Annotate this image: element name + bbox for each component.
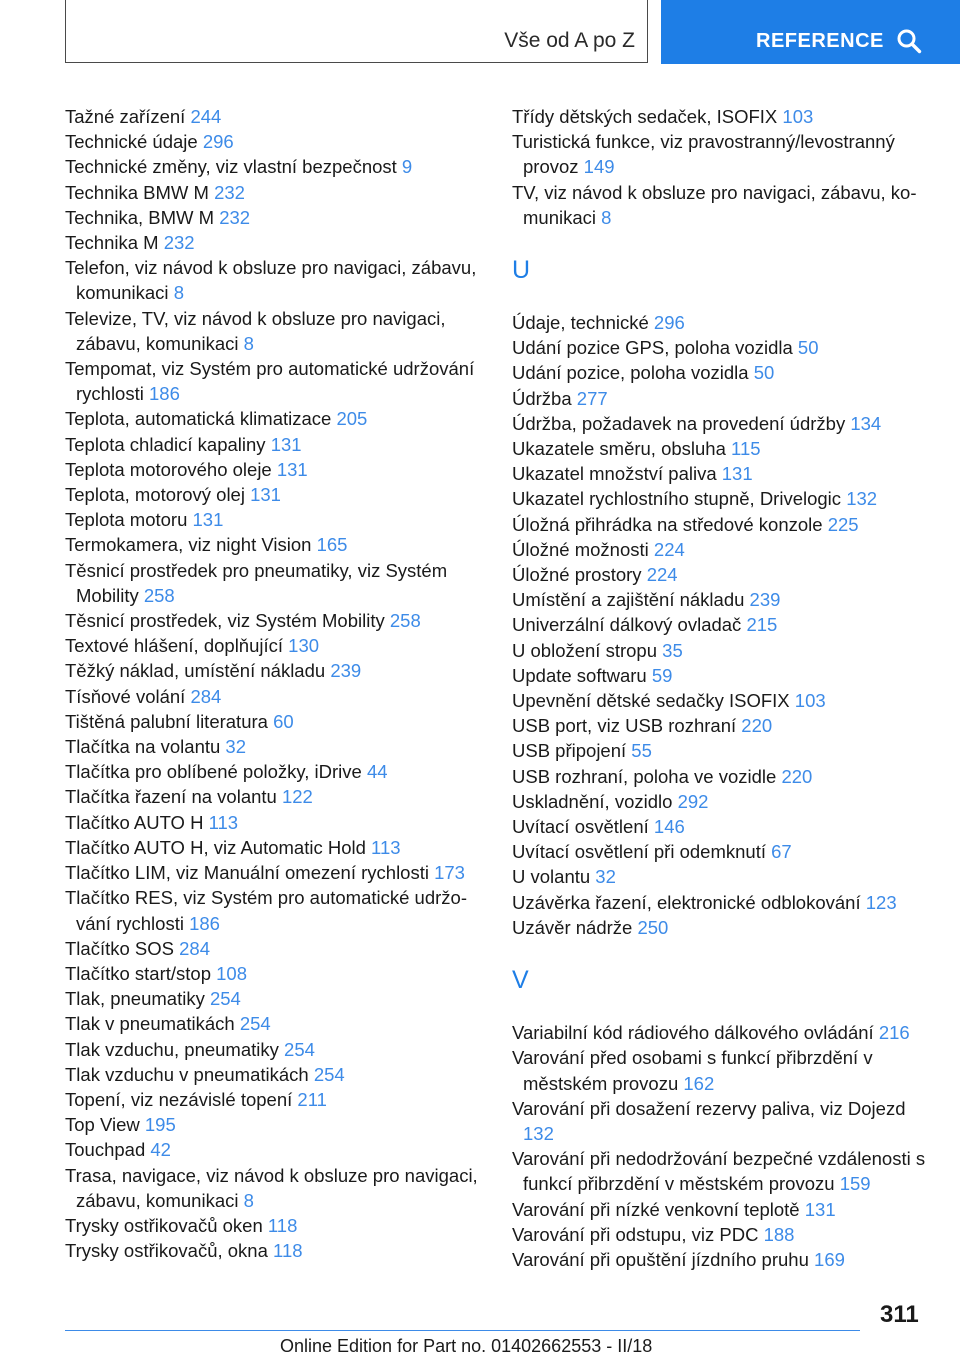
page-reference-link[interactable]: 211 <box>297 1088 327 1110</box>
index-entry <box>65 885 490 935</box>
index-entry-text: Teplota motoru <box>65 509 188 531</box>
index-entry <box>65 961 490 986</box>
page-reference-link[interactable]: 162 <box>683 1072 715 1094</box>
page-reference-link[interactable]: 296 <box>653 312 685 334</box>
page-reference-link[interactable]: 258 <box>143 584 175 606</box>
index-entry <box>512 562 932 587</box>
page-reference-link[interactable]: 186 <box>149 383 180 405</box>
page-reference-link[interactable]: 103 <box>782 106 814 127</box>
index-group-t <box>512 104 932 230</box>
index-entry <box>512 764 932 789</box>
index-entry-text: Teplota chladicí kapaliny <box>65 433 266 455</box>
index-entry <box>512 688 932 713</box>
index-entry <box>512 1197 932 1222</box>
index-entry <box>65 1213 490 1238</box>
index-entry <box>65 1037 490 1062</box>
page-reference-link[interactable]: 169 <box>814 1248 845 1270</box>
index-entry-text: Uvítací osvětlení při odemknutí <box>512 841 766 863</box>
page-reference-link[interactable]: 131 <box>804 1198 836 1220</box>
index-entry-text: Tištěná palubní literatura <box>65 710 268 732</box>
index-entry-text: U obložení stropu <box>512 639 658 661</box>
index-entry <box>512 839 932 864</box>
page-reference-link[interactable]: 258 <box>389 610 421 632</box>
page-reference-link[interactable]: 216 <box>878 1022 910 1044</box>
page-reference-link[interactable]: 224 <box>646 564 678 586</box>
index-entry-text: Úložné prostory <box>512 564 642 586</box>
index-entry <box>65 1062 490 1087</box>
page-reference-link[interactable]: 8 <box>243 1189 254 1211</box>
index-entry <box>65 810 490 835</box>
index-entry <box>512 713 932 738</box>
index-entry-text: U volantu <box>512 866 591 888</box>
index-entry-text: Údaje, technické <box>512 312 649 334</box>
page-reference-link[interactable]: 250 <box>637 916 669 938</box>
index-entry-text: Úložné možnosti <box>512 538 649 560</box>
page-reference-link[interactable]: 254 <box>313 1063 345 1085</box>
index-entry <box>65 230 490 255</box>
page-reference-link[interactable]: 122 <box>281 786 313 808</box>
index-entry <box>512 104 932 129</box>
index-entry <box>65 608 490 633</box>
index-entry-text: Upevnění dětské sedačky ISOFIX <box>512 690 790 712</box>
index-entry-text: Turistická funkce, viz pravostranný/levostranný provoz <box>512 131 895 178</box>
index-entry <box>512 890 932 915</box>
page-reference-link[interactable]: 195 <box>144 1114 176 1136</box>
index-entry-text: Teplota, automatická klimatizace <box>65 408 332 430</box>
index-entry <box>512 864 932 889</box>
page-reference-link[interactable]: 123 <box>865 891 897 913</box>
index-entry <box>512 486 932 511</box>
page-number: 311 <box>880 1301 919 1328</box>
index-entry <box>65 734 490 759</box>
index-entry-text: Telefon, viz návod k obsluze pro navigaci, zábavu, komunikaci <box>65 257 477 304</box>
index-entry <box>65 306 490 356</box>
index-entry <box>512 436 932 461</box>
index-entry-text: Varování při nedodržování bezpečné vzdálenosti s funkcí přibrzdění v městském provozu <box>512 1148 926 1195</box>
index-entry-text: Technické údaje <box>65 131 198 153</box>
page-reference-link[interactable]: 224 <box>653 538 685 560</box>
page-reference-link[interactable]: 42 <box>150 1139 171 1161</box>
page-reference-link[interactable]: 205 <box>336 408 368 430</box>
index-entry <box>65 180 490 205</box>
index-entry-text: Tlak, pneumatiky <box>65 988 205 1010</box>
page-reference-link[interactable]: 254 <box>284 1038 315 1060</box>
page-reference-link[interactable]: 60 <box>273 710 294 732</box>
index-entry <box>512 335 932 360</box>
index-entry-text: Varování při dosažení rezervy paliva, viz Dojezd <box>512 1097 906 1119</box>
page-reference-link[interactable]: 284 <box>190 685 222 707</box>
page-reference-link[interactable]: 159 <box>839 1173 871 1195</box>
page-reference-link[interactable]: 55 <box>631 740 652 762</box>
index-entry <box>65 406 490 431</box>
index-entry-text: Udání pozice GPS, poloha vozidla <box>512 337 793 359</box>
index-entry-text: Těsnicí prostředek pro pneumatiky, viz Systém Mobility <box>65 559 448 606</box>
index-entry <box>512 1247 932 1272</box>
index-entry-text: Tlačítko start/stop <box>65 962 211 984</box>
index-entry <box>65 558 490 608</box>
index-entry <box>65 482 490 507</box>
index-entry <box>65 129 490 154</box>
index-entry <box>65 154 490 179</box>
index-entry <box>512 1222 932 1247</box>
index-entry <box>512 512 932 537</box>
index-entry <box>65 658 490 683</box>
index-entry-text: Uvítací osvětlení <box>512 816 649 838</box>
index-entry <box>512 814 932 839</box>
index-entry-text: Televize, TV, viz návod k obsluze pro navigaci, zábavu, komunikaci <box>65 307 446 354</box>
index-entry-text: Varování při nízké venkovní teplotě <box>512 1198 800 1220</box>
index-entry <box>512 915 932 940</box>
page-reference-link[interactable]: 232 <box>163 232 195 254</box>
index-entry-text: Uskladnění, vozidlo <box>512 790 673 812</box>
index-entry-text: Tlačítko AUTO H <box>65 811 204 833</box>
index-entry-text: Tlačítko RES, viz Systém pro automatické udržování rychlosti <box>65 887 468 934</box>
page-reference-link[interactable]: 284 <box>179 937 210 959</box>
index-entry-text: TV, viz návod k obsluze pro navigaci, zábavu, komunikaci <box>512 181 917 228</box>
page-reference-link[interactable]: 130 <box>288 635 320 657</box>
page-reference-link[interactable]: 131 <box>192 509 224 531</box>
index-entry-text: Tlak vzduchu v pneumatikách <box>65 1063 309 1085</box>
index-entry <box>512 310 932 335</box>
index-entry <box>65 1163 490 1213</box>
page-reference-link[interactable]: 277 <box>576 387 608 409</box>
index-entry-text: Údržba, požadavek na provedení údržby <box>512 412 846 434</box>
index-entry-text: Ukazatel množství paliva <box>512 463 717 485</box>
index-group-u <box>512 310 932 940</box>
index-entry-text: Varování před osobami s funkcí přibrzdění v městském provozu <box>512 1047 873 1094</box>
index-entry <box>512 386 932 411</box>
index-entry <box>512 129 932 179</box>
index-entry-text: Tlačítko AUTO H, viz Automatic Hold <box>65 836 366 858</box>
index-entry-text: Technika BMW M <box>65 181 209 203</box>
page-reference-link[interactable]: 113 <box>208 811 239 833</box>
page-reference-link[interactable]: 225 <box>827 513 859 535</box>
index-entry <box>512 537 932 562</box>
footer-edition: Online Edition for Part no. 01402662553 - II/18 <box>280 1336 653 1356</box>
index-entry <box>512 738 932 763</box>
index-entry <box>65 1238 490 1263</box>
search-icon[interactable] <box>896 28 922 54</box>
page-reference-link[interactable]: 215 <box>746 614 778 636</box>
index-entry-text: Udání pozice, poloha vozidla <box>512 362 749 384</box>
page-reference-link[interactable]: 131 <box>276 458 308 480</box>
index-column-right <box>512 104 932 1272</box>
index-entry-text: Technika, BMW M <box>65 206 215 228</box>
index-entry-text: Těsnicí prostředek, viz Systém Mobility <box>65 610 385 632</box>
page-reference-link[interactable]: 244 <box>190 106 222 127</box>
page-reference-link[interactable]: 32 <box>225 736 246 758</box>
index-entry <box>65 1011 490 1036</box>
page-reference-link[interactable]: 131 <box>721 463 753 485</box>
page-reference-link[interactable]: 8 <box>173 282 184 304</box>
index-entry-text: Univerzální dálkový ovladač <box>512 614 742 636</box>
index-entry-text: Touchpad <box>65 1139 146 1161</box>
index-entry-text: Variabilní kód rádiového dálkového ovládání <box>512 1022 874 1044</box>
page-reference-link[interactable]: 254 <box>239 1013 271 1035</box>
index-entry <box>65 507 490 532</box>
page-reference-link[interactable]: 67 <box>771 841 792 863</box>
index-entry-text: Úložná přihrádka na středové konzole <box>512 513 823 535</box>
index-entry-text: Tlačítka pro oblíbené položky, iDrive <box>65 761 362 783</box>
page-reference-link[interactable]: 220 <box>741 715 773 737</box>
page-reference-link[interactable]: 132 <box>523 1122 554 1144</box>
index-entry-text: Údržba <box>512 387 572 409</box>
index-entry-text: Uzávěrka řazení, elektronické odblokování <box>512 891 861 913</box>
index-entry-text: Tlak vzduchu, pneumatiky <box>65 1038 279 1060</box>
index-entry-text: Tlačítko LIM, viz Manuální omezení rychlosti <box>65 862 429 884</box>
page-reference-link[interactable]: 149 <box>583 156 615 178</box>
index-entry-text: Tlak v pneumatikách <box>65 1013 235 1035</box>
index-entry-text: Tlačítko SOS <box>65 937 174 959</box>
page-reference-link[interactable]: 186 <box>189 912 220 934</box>
index-entry-text: Textové hlášení, doplňující <box>65 635 284 657</box>
index-entry <box>512 789 932 814</box>
index-entry-text: Trysky ostřikovačů, okna <box>65 1240 268 1262</box>
index-entry <box>65 205 490 230</box>
index-entry <box>65 784 490 809</box>
index-entry <box>65 936 490 961</box>
page-reference-link[interactable]: 50 <box>753 362 775 384</box>
index-entry-text: Technické změny, viz vlastní bezpečnost <box>65 156 397 178</box>
index-entry-text: Tlačítka na volantu <box>65 736 221 758</box>
index-entry-text: Ukazatele směru, obsluha <box>512 438 726 460</box>
index-entry-text: Trysky ostřikovačů oken <box>65 1214 263 1236</box>
page-reference-link[interactable]: 146 <box>653 816 685 838</box>
index-entry-text: Tempomat, viz Systém pro automatické udržování rychlosti <box>65 358 475 405</box>
index-entry <box>65 709 490 734</box>
index-entry-text: Těžký náklad, umístění nákladu <box>65 660 326 682</box>
page-reference-link[interactable]: 103 <box>794 690 826 712</box>
page-reference-link[interactable]: 239 <box>330 660 362 682</box>
section-title: Vše od A po Z <box>504 29 635 52</box>
index-entry <box>65 986 490 1011</box>
index-entry <box>512 1096 932 1146</box>
index-entry <box>65 684 490 709</box>
index-entry <box>65 835 490 860</box>
index-entry <box>65 432 490 457</box>
page-reference-link[interactable]: 232 <box>219 206 251 228</box>
index-entry-text: USB rozhraní, poloha ve vozidle <box>512 765 777 787</box>
page-reference-link[interactable]: 134 <box>850 412 882 434</box>
index-entry <box>65 255 490 305</box>
page-reference-link[interactable]: 131 <box>250 484 281 506</box>
index-entry <box>65 457 490 482</box>
index-entry <box>65 759 490 784</box>
index-entry <box>512 461 932 486</box>
index-entry-text: Tažné zařízení <box>65 106 186 127</box>
index-entry <box>65 633 490 658</box>
page-reference-link[interactable]: 132 <box>846 488 878 510</box>
index-entry <box>65 1087 490 1112</box>
page-reference-link[interactable]: 118 <box>273 1240 303 1262</box>
index-entry-text: Varování při odstupu, viz PDC <box>512 1223 759 1245</box>
index-letter-v: V <box>512 966 529 995</box>
index-entry-text: Termokamera, viz night Vision <box>65 534 312 556</box>
index-column-left <box>65 104 490 1263</box>
page-reference-link[interactable]: 220 <box>781 765 813 787</box>
page-reference-link[interactable]: 118 <box>267 1214 298 1236</box>
index-entry <box>512 612 932 637</box>
index-entry <box>512 587 932 612</box>
index-entry <box>512 1020 932 1045</box>
index-entry-text: Uzávěr nádrže <box>512 916 633 938</box>
page-reference-link[interactable]: 32 <box>595 866 616 888</box>
index-entry <box>65 532 490 557</box>
index-letter-u: U <box>512 256 531 285</box>
index-entry-text: USB port, viz USB rozhraní <box>512 715 737 737</box>
index-entry <box>512 663 932 688</box>
index-entry <box>512 1146 932 1196</box>
page-reference-link[interactable]: 8 <box>601 206 612 228</box>
page-reference-link[interactable]: 9 <box>401 156 413 178</box>
index-group-v <box>512 1020 932 1272</box>
index-entry-text: Umístění a zajištění nákladu <box>512 589 745 611</box>
reference-tab[interactable] <box>661 0 960 64</box>
index-entry <box>512 638 932 663</box>
page-reference-link[interactable]: 115 <box>731 438 761 460</box>
page-reference-link[interactable]: 50 <box>797 337 819 359</box>
page-reference-link[interactable]: 239 <box>749 589 781 611</box>
page-reference-link[interactable]: 44 <box>366 761 388 783</box>
index-entry-text: Teplota, motorový olej <box>65 484 245 506</box>
page-reference-link[interactable]: 173 <box>434 862 465 884</box>
index-entry <box>65 356 490 406</box>
page-reference-link[interactable]: 131 <box>270 433 302 455</box>
page-reference-link[interactable]: 35 <box>662 639 683 661</box>
page-reference-link[interactable]: 188 <box>763 1223 795 1245</box>
page-reference-link[interactable]: 165 <box>316 534 348 556</box>
index-entry-text: Tlačítka řazení na volantu <box>65 786 277 808</box>
index-entry <box>65 860 490 885</box>
index-entry <box>512 360 932 385</box>
index-entry <box>65 1112 490 1137</box>
page-reference-link[interactable]: 232 <box>214 181 245 203</box>
page-reference-link[interactable]: 113 <box>371 836 401 858</box>
reference-label: REFERENCE <box>756 30 884 52</box>
index-entry-text: Topení, viz nezávislé topení <box>65 1088 293 1110</box>
index-entry-text: Technika M <box>65 232 159 254</box>
page-reference-link[interactable]: 8 <box>243 332 254 354</box>
index-entry-text: Třídy dětských sedaček, ISOFIX <box>512 106 778 127</box>
index-entry <box>512 180 932 230</box>
index-entry-text: USB připojení <box>512 740 627 762</box>
footer-divider <box>65 1330 860 1331</box>
index-entry-text: Ukazatel rychlostního stupně, Drivelogic <box>512 488 842 510</box>
index-entry-text: Trasa, navigace, viz návod k obsluze pro navigaci, zábavu, komunikaci <box>65 1164 478 1211</box>
index-entry <box>512 411 932 436</box>
page-reference-link[interactable]: 59 <box>651 664 673 686</box>
index-entry-text: Top View <box>65 1114 140 1136</box>
index-entry-text: Teplota motorového oleje <box>65 458 272 480</box>
page-reference-link[interactable]: 254 <box>209 988 241 1010</box>
page-reference-link[interactable]: 108 <box>216 962 248 984</box>
index-entry-text: Tísňové volání <box>65 685 186 707</box>
index-entry <box>65 1137 490 1162</box>
header-section-box <box>65 0 648 63</box>
index-entry <box>65 104 490 129</box>
index-entry-text: Update softwaru <box>512 664 647 686</box>
index-entry-text: Varování při opuštění jízdního pruhu <box>512 1248 809 1270</box>
index-entry <box>512 1045 932 1095</box>
page-reference-link[interactable]: 292 <box>677 790 709 812</box>
page-reference-link[interactable]: 296 <box>202 131 234 153</box>
